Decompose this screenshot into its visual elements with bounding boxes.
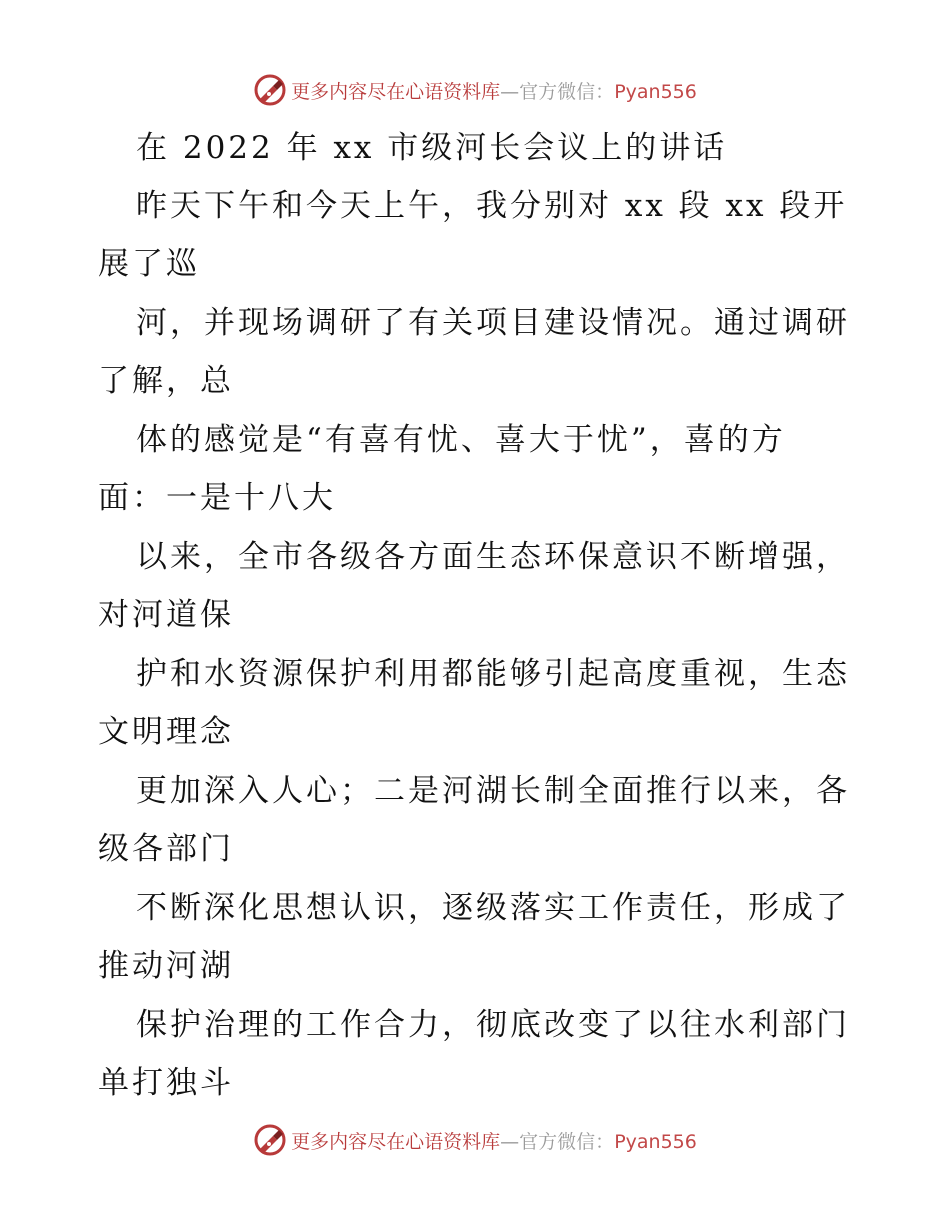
paragraph-line: 不断深化思想认识，逐级落实工作责任，形成了	[136, 890, 850, 926]
paragraph-line: 保护治理的工作合力，彻底改变了以往水利部门	[136, 1007, 850, 1043]
watermark-separator: —	[500, 1130, 520, 1153]
watermark-main: 更多内容尽在心语资料库	[291, 80, 501, 103]
paragraph-line: 更加深入人心；二是河湖长制全面推行以来，各	[136, 773, 850, 809]
paragraph-line: 护和水资源保护利用都能够引起高度重视，生态	[136, 656, 850, 692]
footer-watermark	[0, 1120, 950, 1160]
paragraph-line: 面：一是十八大	[98, 480, 336, 516]
watermark-main: 更多内容尽在心语资料库	[291, 1130, 501, 1153]
watermark-contact: 官方微信：	[519, 1130, 615, 1153]
paragraph-line: 文明理念	[98, 714, 234, 750]
document-title: 在 2022 年 xx 市级河长会议上的讲话	[136, 130, 728, 166]
paragraph-line: 体的感觉是“有喜有忧、喜大于忧”，喜的方	[136, 422, 786, 458]
header-watermark	[0, 70, 950, 110]
watermark-id: Pyan556	[614, 1130, 697, 1153]
watermark-separator: —	[500, 80, 520, 103]
watermark-contact: 官方微信：	[519, 80, 615, 103]
watermark-id: Pyan556	[614, 80, 697, 103]
paragraph-line: 了解，总	[98, 363, 234, 399]
paragraph-line: 展了巡	[98, 246, 200, 282]
pen-logo-icon	[253, 73, 287, 107]
paragraph-line: 级各部门	[98, 831, 234, 867]
paragraph-line: 昨天下午和今天上午，我分别对 xx 段 xx 段开	[136, 188, 848, 224]
pen-logo-icon	[253, 1123, 287, 1157]
watermark-text	[291, 77, 697, 104]
paragraph-line: 以来，全市各级各方面生态环保意识不断增强，	[136, 539, 850, 575]
paragraph-line: 河，并现场调研了有关项目建设情况。通过调研	[136, 305, 850, 341]
paragraph-line: 对河道保	[98, 597, 234, 633]
paragraph-line: 推动河湖	[98, 948, 234, 984]
paragraph-line: 单打独斗	[98, 1065, 234, 1101]
watermark-text	[291, 1127, 697, 1154]
